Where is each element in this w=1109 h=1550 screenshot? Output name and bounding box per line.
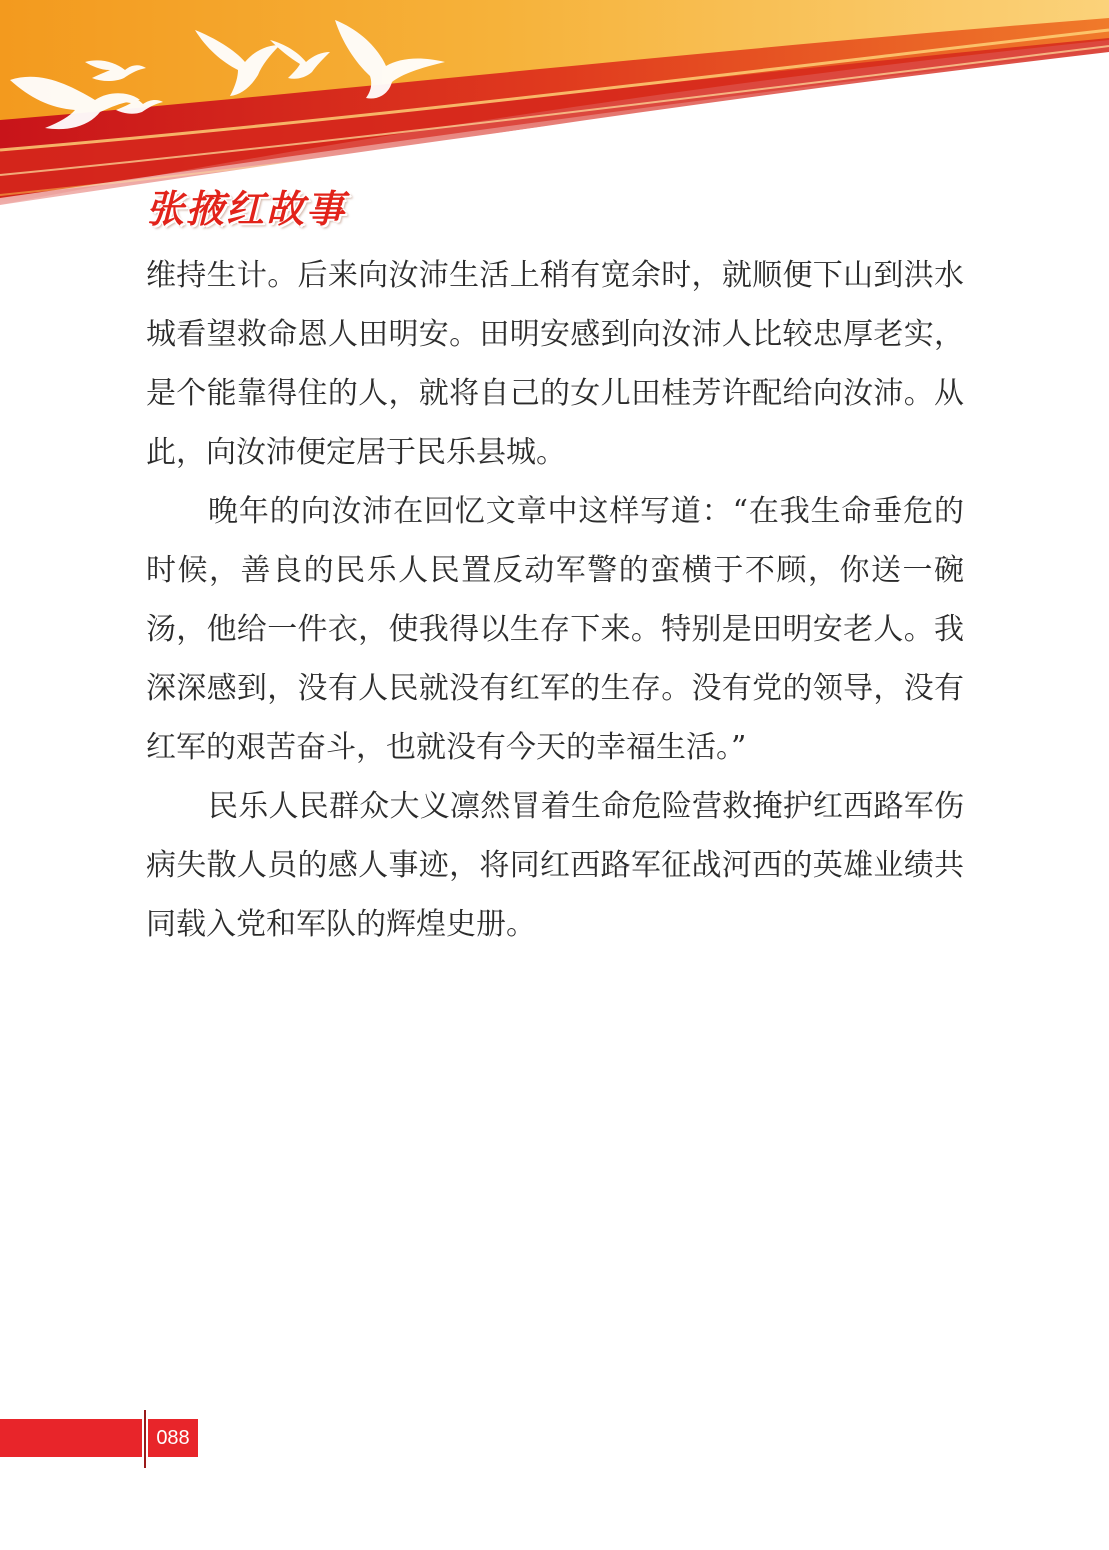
paragraph: 民乐人民群众大义凛然冒着生命危险营救掩护红西路军伤病失散人员的感人事迹，将同红西路军征战河西的英雄业绩共同载入党和军队的辉煌史册。 (146, 789, 964, 942)
article-body (146, 246, 964, 954)
paragraph: 维持生计。后来向汝沛生活上稍有宽余时，就顺便下山到洪水城看望救命恩人田明安。田明安感到向汝沛人比较忠厚老实，是个能靠得住的人，就将自己的女儿田桂芳许配给向汝沛。从此，向汝沛便定居于民乐县城。 (146, 258, 964, 470)
footer-red-bar (0, 1419, 142, 1457)
page-number: 088 (148, 1419, 198, 1457)
paragraph: 晚年的向汝沛在回忆文章中这样写道：“在我生命垂危的时候，善良的民乐人民置反动军警的蛮横于不顾，你送一碗汤，他给一件衣，使我得以生存下来。特别是田明安老人。我深深感到，没有人民就没有红军的生存。没有党的领导，没有红军的艰苦奋斗，也就没有今天的幸福生活。” (146, 494, 964, 765)
book-title: 张掖红故事 (146, 187, 347, 231)
footer-divider (144, 1410, 146, 1468)
header-banner (0, 0, 1109, 246)
